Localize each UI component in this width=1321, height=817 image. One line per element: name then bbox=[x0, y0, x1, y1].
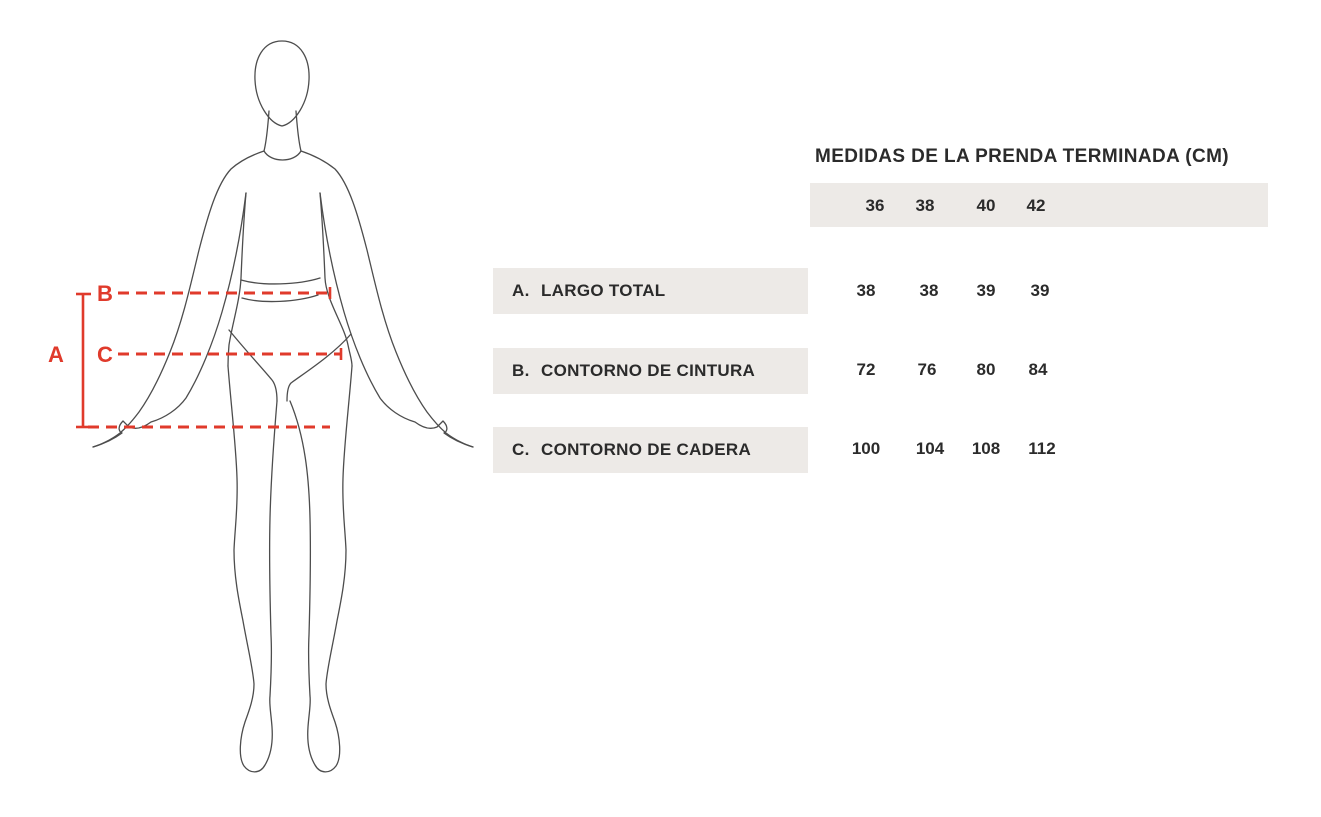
size-header-42: 42 bbox=[1026, 196, 1046, 215]
row-prefix: A. bbox=[512, 281, 530, 300]
right-arm-outer-line bbox=[301, 151, 473, 447]
value-b-40: 80 bbox=[976, 360, 996, 379]
mannequin-figure bbox=[93, 41, 473, 772]
value-a-40: 39 bbox=[976, 281, 996, 300]
right-arm-inner-line bbox=[320, 193, 473, 447]
value-c-38: 104 bbox=[915, 439, 945, 458]
row-label-contorno-cadera bbox=[493, 427, 808, 473]
row-prefix: C. bbox=[512, 440, 530, 459]
value-b-42: 84 bbox=[1028, 360, 1048, 379]
neck-right-line bbox=[296, 111, 301, 151]
neck-left-line bbox=[264, 111, 269, 151]
value-b-36: 72 bbox=[856, 360, 876, 379]
size-header-36: 36 bbox=[865, 196, 885, 215]
left-arm-inner-line bbox=[93, 193, 246, 447]
marker-b-label: B bbox=[97, 281, 113, 306]
waistband-top-line bbox=[241, 278, 320, 284]
row-label-largo-total bbox=[493, 268, 808, 314]
value-c-36: 100 bbox=[851, 439, 881, 458]
waistband-bottom-line bbox=[242, 295, 318, 302]
value-c-40: 108 bbox=[971, 439, 1001, 458]
size-header-40: 40 bbox=[976, 196, 996, 215]
row-label-contorno-cintura bbox=[493, 348, 808, 394]
row-name: CONTORNO DE CINTURA bbox=[541, 361, 756, 380]
row-name: CONTORNO DE CADERA bbox=[541, 440, 752, 459]
measurement-annotations bbox=[48, 281, 341, 427]
marker-c-label: C bbox=[97, 342, 113, 367]
right-leg-outline bbox=[290, 366, 352, 772]
collar-line bbox=[264, 151, 301, 160]
value-c-42: 112 bbox=[1028, 439, 1056, 458]
value-b-38: 76 bbox=[917, 360, 937, 379]
value-a-36: 38 bbox=[856, 281, 876, 300]
row-name: LARGO TOTAL bbox=[541, 281, 666, 300]
brief-left-line bbox=[229, 330, 277, 401]
value-a-38: 38 bbox=[919, 281, 939, 300]
row-prefix: B. bbox=[512, 361, 530, 380]
table-title: MEDIDAS DE LA PRENDA TERMINADA (CM) bbox=[815, 146, 1230, 167]
brief-right-line bbox=[287, 334, 351, 401]
value-a-42: 39 bbox=[1030, 281, 1050, 300]
marker-a-label: A bbox=[48, 342, 64, 367]
head-outline bbox=[255, 41, 309, 126]
size-header-38: 38 bbox=[915, 196, 935, 215]
